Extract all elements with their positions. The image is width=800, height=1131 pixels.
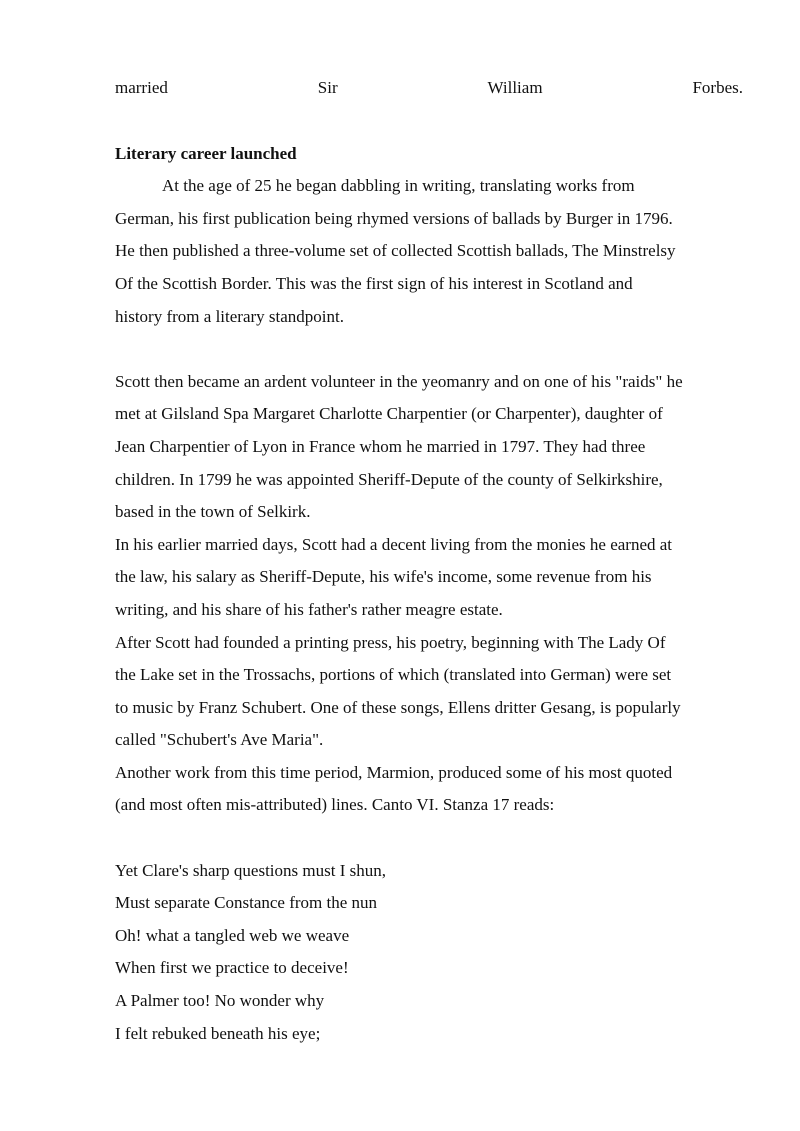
paragraph-line: based in the town of Selkirk.	[115, 502, 311, 522]
paragraph-line: Of the Scottish Border. This was the first sign of his interest in Scotland and	[115, 273, 633, 293]
paragraph-married-days	[115, 529, 743, 627]
continuation-word: married	[115, 78, 168, 97]
paragraph-yeomanry	[115, 366, 743, 529]
paragraph-line: In his earlier married days, Scott had a decent living from the monies he earned at	[115, 534, 673, 554]
paragraph-line: children. In 1799 he was appointed Sheriff-Depute of the county of Selkirkshire,	[115, 469, 663, 489]
paragraph-line: He then published a three-volume set of collected Scottish ballads, The Minstrelsy	[115, 241, 676, 261]
verse-line: Oh! what a tangled web we weave	[115, 925, 350, 945]
paragraph-line: At the age of 25 he began dabbling in writing, translating works from	[162, 176, 635, 196]
blank-line	[115, 822, 743, 855]
continuation-word: William	[487, 78, 543, 97]
paragraph-marmion	[115, 757, 743, 822]
paragraph-line: called "Schubert's Ave Maria".	[115, 730, 324, 750]
continuation-word: Sir	[317, 78, 338, 97]
continuation-word: Forbes.	[692, 78, 743, 97]
paragraph-line: the law, his salary as Sheriff-Depute, his wife's income, some revenue from his	[115, 567, 652, 587]
paragraph-line: (and most often mis-attributed) lines. Canto VI. Stanza 17 reads:	[115, 795, 555, 815]
blank-line	[115, 333, 743, 366]
paragraph-line: Another work from this time period, Marmion, produced some of his most quoted	[115, 762, 673, 782]
verse-quote	[115, 855, 743, 1051]
verse-line: I felt rebuked beneath his eye;	[115, 1023, 321, 1043]
verse-line: Must separate Constance from the nun	[115, 893, 378, 913]
verse-line: A Palmer too! No wonder why	[115, 991, 325, 1011]
document-page	[115, 72, 743, 1050]
paragraph-line: met at Gilsland Spa Margaret Charlotte Charpentier (or Charpenter), daughter of	[115, 404, 663, 424]
continuation-line	[115, 72, 743, 105]
paragraph-line: Scott then became an ardent volunteer in the yeomanry and on one of his "raids" he	[115, 371, 683, 391]
paragraph-line: writing, and his share of his father's rather meagre estate.	[115, 599, 503, 619]
paragraph-line: After Scott had founded a printing press, his poetry, beginning with The Lady Of	[115, 632, 666, 652]
section-heading: Literary career launched	[115, 143, 297, 163]
verse-line: Yet Clare's sharp questions must I shun,	[115, 860, 386, 880]
verse-line: When first we practice to deceive!	[115, 958, 349, 978]
paragraph-line: Jean Charpentier of Lyon in France whom he married in 1797. They had three	[115, 436, 646, 456]
paragraph-printing-press	[115, 627, 743, 757]
paragraph-line: German, his first publication being rhymed versions of ballads by Burger in 1796.	[115, 208, 673, 228]
paragraph-line: history from a literary standpoint.	[115, 306, 344, 326]
paragraph-literary-start	[115, 170, 743, 333]
paragraph-line: the Lake set in the Trossachs, portions of which (translated into German) were set	[115, 665, 672, 685]
paragraph-line: to music by Franz Schubert. One of these songs, Ellens dritter Gesang, is popularly	[115, 697, 681, 717]
